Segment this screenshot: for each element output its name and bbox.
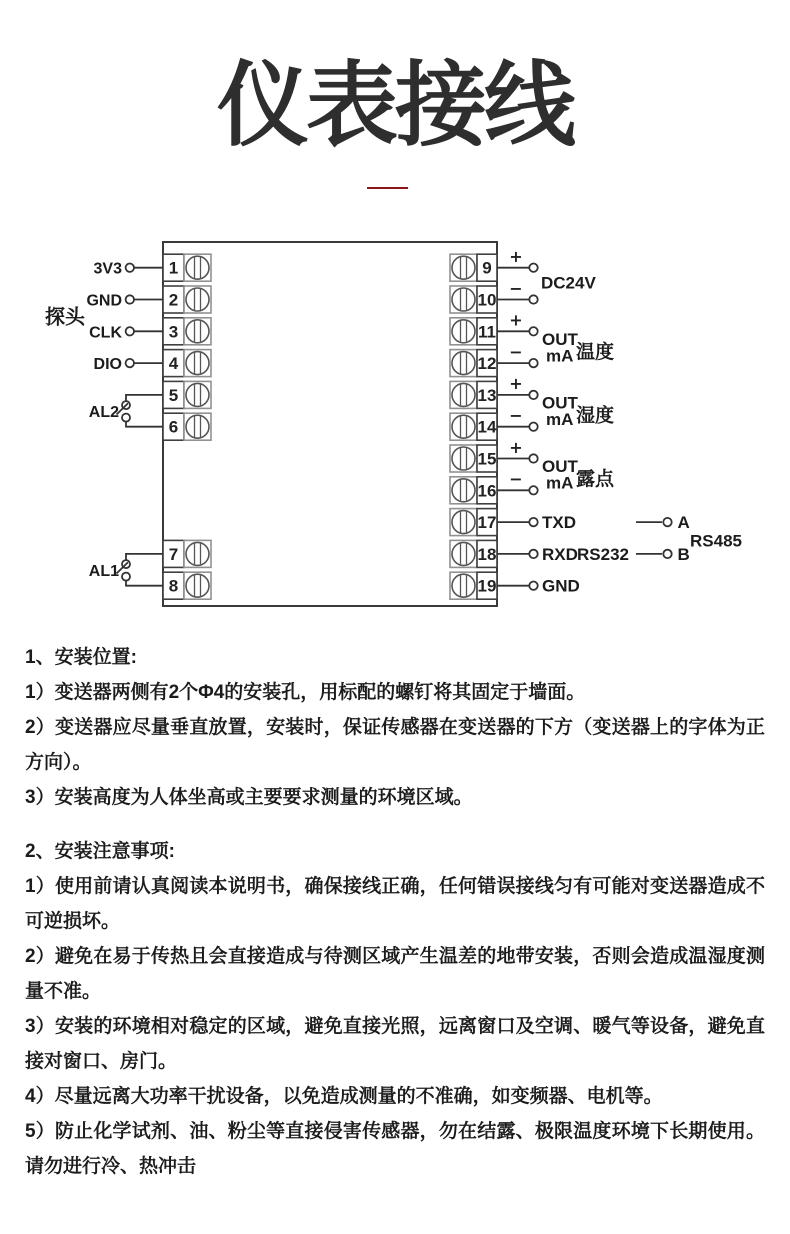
instructions [25, 640, 765, 1184]
svg-text:9: 9 [482, 258, 492, 278]
pin-lead-clk [89, 324, 163, 341]
terminal-16 [450, 477, 497, 504]
svg-text:11: 11 [478, 322, 496, 342]
serial-group [497, 513, 629, 596]
terminal-18 [450, 540, 497, 567]
ma-label: mA [546, 409, 574, 429]
out-label: OUT [542, 457, 578, 476]
svg-text:16: 16 [477, 481, 497, 501]
svg-text:8: 8 [168, 576, 179, 596]
terminal-7 [163, 540, 211, 567]
terminal-19 [450, 572, 497, 599]
ma-label: mA [546, 473, 574, 493]
svg-text:3: 3 [168, 322, 179, 342]
out-label: OUT [542, 329, 578, 349]
ma-label: mA [546, 346, 574, 366]
terminal-17 [450, 509, 497, 536]
al1-label: AL1 [88, 562, 119, 580]
svg-text:3V3: 3V3 [93, 260, 122, 278]
terminal-2 [163, 286, 211, 313]
instruction-item: 2）避免在易于传热且会直接造成与待测区域产生温差的地带安装，否则会造成温湿度测量不准。 [25, 946, 765, 1002]
minus-sign: − [509, 342, 523, 362]
svg-text:17: 17 [477, 513, 497, 533]
rs232-label: RS232 [577, 544, 629, 564]
pin-lead-gnd [86, 293, 163, 310]
terminal-9 [450, 254, 497, 281]
minus-sign: − [509, 469, 523, 489]
svg-text:2: 2 [168, 290, 179, 310]
txd-label: TXD [542, 513, 576, 533]
svg-text:19: 19 [477, 576, 497, 596]
plus-sign: + [509, 437, 523, 457]
plus-sign: + [509, 374, 523, 394]
section-heading: 1、安装位置: [25, 647, 137, 668]
out-dewpoint-group [497, 438, 615, 495]
pin-lead-dio [94, 356, 163, 373]
svg-text:10: 10 [477, 290, 497, 310]
rs485-group [636, 513, 742, 564]
probe-group-label: 探头 [45, 306, 85, 329]
section-heading: 2、安装注意事项: [25, 841, 175, 862]
terminal-10 [450, 286, 497, 313]
terminal-5 [163, 381, 211, 408]
terminal-3 [163, 318, 211, 345]
svg-text:7: 7 [168, 544, 179, 564]
terminal-14 [450, 413, 497, 440]
instruction-item: 1）变送器两侧有2个Φ4的安装孔，用标配的螺钉将其固定于墙面。 [25, 682, 586, 703]
title-underline [367, 187, 408, 189]
svg-text:1: 1 [168, 258, 179, 278]
svg-text:12: 12 [477, 354, 497, 374]
section-install-position [25, 640, 765, 815]
svg-text:18: 18 [477, 544, 497, 564]
rs485-a-label: A [677, 513, 690, 533]
terminal-4 [163, 350, 211, 377]
svg-text:GND: GND [86, 292, 122, 310]
rxd-label: RXD [542, 544, 578, 564]
section-install-notes [25, 834, 765, 1184]
terminal-11 [450, 318, 497, 345]
svg-text:14: 14 [477, 417, 497, 437]
svg-text:15: 15 [477, 449, 497, 469]
out-label: OUT [542, 393, 578, 413]
minus-sign: − [509, 406, 523, 425]
humidity-label: 湿度 [576, 405, 615, 427]
al2-switch [89, 395, 163, 427]
instruction-item: 3）安装高度为人体坐高或主要要求测量的环境区域。 [25, 787, 473, 808]
terminal-15 [450, 445, 497, 472]
terminal-13 [450, 381, 497, 408]
out-humidity-group [497, 374, 614, 431]
terminal-1 [163, 254, 211, 281]
plus-sign: + [509, 310, 523, 330]
svg-text:CLK: CLK [89, 324, 122, 342]
dc24v-group [497, 247, 596, 304]
dewpoint-label: 露点 [576, 469, 615, 490]
instruction-item: 1）使用前请认真阅读本说明书，确保接线正确，任何错误接线匀有可能对变送器造成不可逆损坏。 [25, 876, 765, 932]
terminal-8 [163, 572, 211, 599]
svg-text:DIO: DIO [93, 356, 122, 374]
al2-label: AL2 [88, 403, 119, 421]
svg-text:4: 4 [168, 354, 179, 374]
wiring-diagram [0, 230, 790, 630]
plus-sign: + [509, 247, 523, 266]
svg-text:5: 5 [168, 385, 179, 405]
instruction-item: 4）尽量远离大功率干扰设备，以免造成测量的不准确，如变频器、电机等。 [25, 1086, 663, 1107]
instruction-item: 2）变送器应尽量垂直放置，安装时，保证传感器在变送器的下方（变送器上的字体为正方向）。 [25, 717, 765, 773]
dc24v-label: DC24V [541, 273, 596, 293]
terminal-12 [450, 350, 497, 377]
device-body-outline [163, 242, 497, 606]
svg-text:13: 13 [477, 385, 497, 405]
rs485-b-label: B [677, 544, 690, 564]
instruction-item: 3）安装的环境相对稳定的区域，避免直接光照，远离窗口及空调、暖气等设备，避免直接对窗口、房门。 [25, 1016, 765, 1072]
rs485-label: RS485 [690, 531, 742, 551]
out-temperature-group [497, 311, 614, 368]
pin-lead-3v3 [94, 261, 163, 278]
instruction-item: 5）防止化学试剂、油、粉尘等直接侵害传感器，勿在结露、极限温度环境下长期使用。请勿进行冷、热冲击 [25, 1121, 765, 1177]
minus-sign: − [509, 278, 523, 298]
svg-text:6: 6 [168, 417, 179, 437]
al1-switch [89, 554, 163, 586]
temperature-label: 温度 [576, 341, 615, 363]
gnd19-label: GND [542, 576, 580, 596]
terminal-6 [163, 413, 211, 440]
page-title: 仪表接线 [216, 55, 573, 157]
